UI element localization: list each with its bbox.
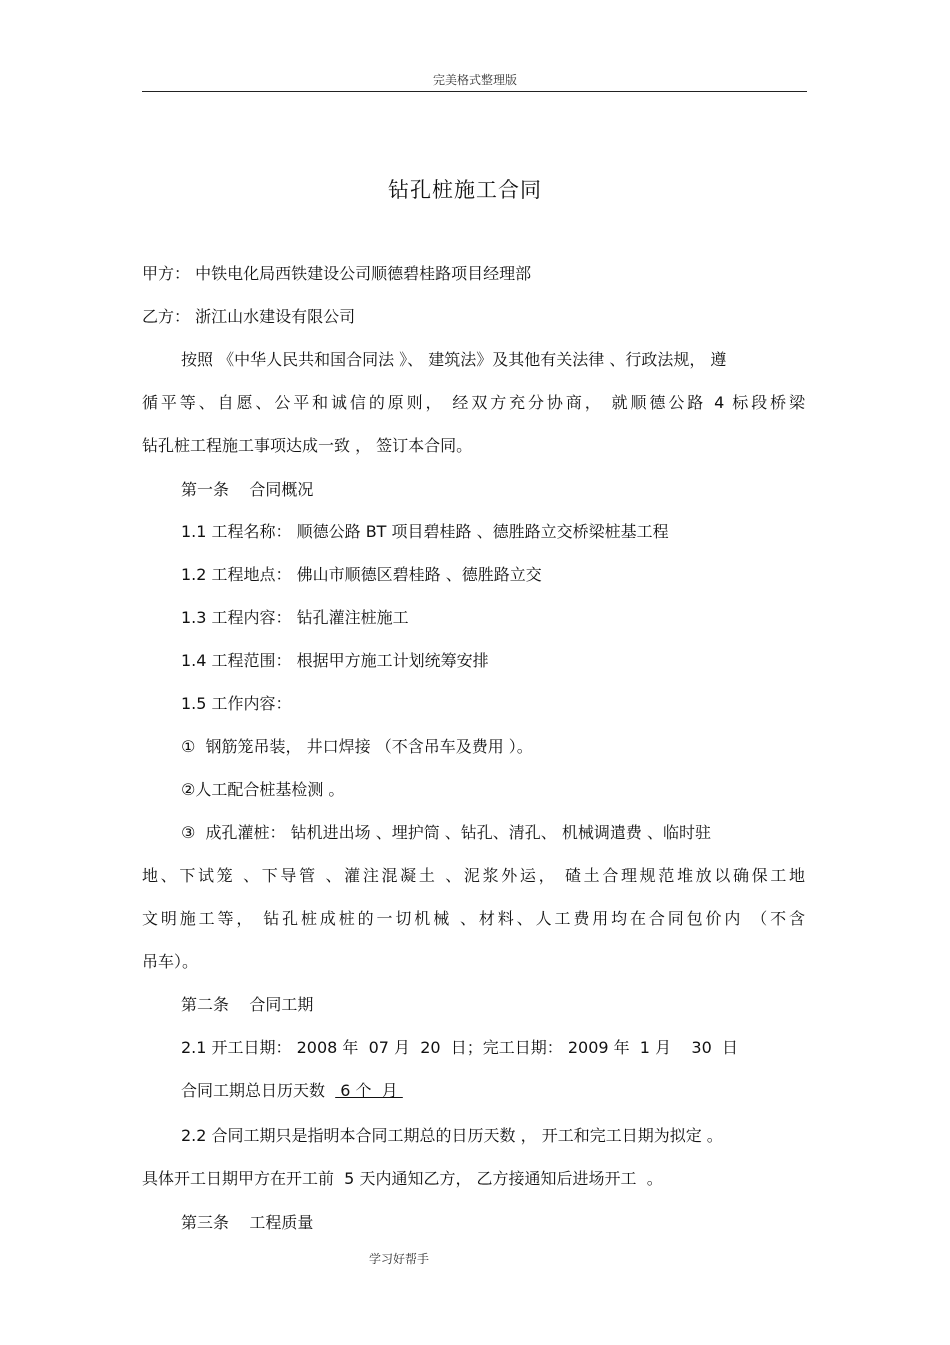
clause-2-2-line-1: 2.2 合同工期只是指明本合同工期总的日历天数 ， 开工和完工日期为拟定 。 (181, 1126, 723, 1145)
article-2-heading: 第二条 合同工期 (181, 995, 314, 1014)
clause-1-3: 1.3 工程内容： 钻孔灌注桩施工 (181, 608, 409, 627)
page-header: 完美格式整理版 (432, 73, 517, 87)
document-title: 钻孔桩施工合同 (388, 178, 542, 202)
party-a: 甲方： 中铁电化局西铁建设公司顺德碧桂路项目经理部 (142, 264, 532, 283)
page-footer: 学习好帮手 (369, 1252, 430, 1266)
party-b: 乙方： 浙江山水建设有限公司 (142, 307, 356, 326)
duration-label: 合同工期总日历天数 (181, 1081, 336, 1100)
clause-2-1-dates: 2.1 开工日期： 2008 年 07 月 20 日；完工日期： 2009 年 1 月 30 日 (181, 1038, 738, 1057)
preamble-line-1: 按照 《中华人民共和国合同法 》、 建筑法》及其他有关法律 、行政法规， 遵 (181, 350, 727, 369)
clause-1-5: 1.5 工作内容： (181, 694, 292, 713)
work-item-3-line-4: 吊车）。 (142, 952, 199, 971)
work-item-1: ① 钢筋笼吊装， 井口焊接 （不含吊车及费用 ）。 (181, 737, 533, 756)
article-3-heading: 第三条 工程质量 (181, 1213, 314, 1232)
work-item-3-line-3: 文明施工等， 钻孔桩成桩的一切机械 、材料、人工费用均在合同包价内 （不含 (142, 909, 805, 928)
preamble-line-3: 钻孔桩工程施工事项达成一致 ， 签订本合同。 (142, 436, 473, 455)
clause-1-1: 1.1 工程名称： 顺德公路 BT 项目碧桂路 、德胜路立交桥梁桩基工程 (181, 522, 669, 541)
clause-2-2-line-2: 具体开工日期甲方在开工前 5 天内通知乙方， 乙方接通知后进场开工 。 (142, 1169, 663, 1188)
clause-1-2: 1.2 工程地点： 佛山市顺德区碧桂路 、德胜路立交 (181, 565, 542, 584)
article-1-heading: 第一条 合同概况 (181, 480, 314, 499)
work-item-3-line-1: ③ 成孔灌桩： 钻机进出场 、埋护筒 、钻孔、清孔、 机械调遣费 、临时驻 (181, 823, 711, 842)
duration-value: 6 个 月 (335, 1081, 403, 1100)
work-item-2: ②人工配合桩基检测 。 (181, 780, 345, 799)
header-divider (142, 91, 807, 92)
preamble-line-2: 循平等、自愿、公平和诚信的原则， 经双方充分协商， 就顺德公路 4 标段桥梁 (142, 393, 805, 412)
duration-line (181, 1080, 403, 1102)
work-item-3-line-2: 地、下试笼 、下导管 、灌注混凝土 、泥浆外运， 碴土合理规范堆放以确保工地 (142, 866, 805, 885)
clause-1-4: 1.4 工程范围： 根据甲方施工计划统筹安排 (181, 651, 489, 670)
